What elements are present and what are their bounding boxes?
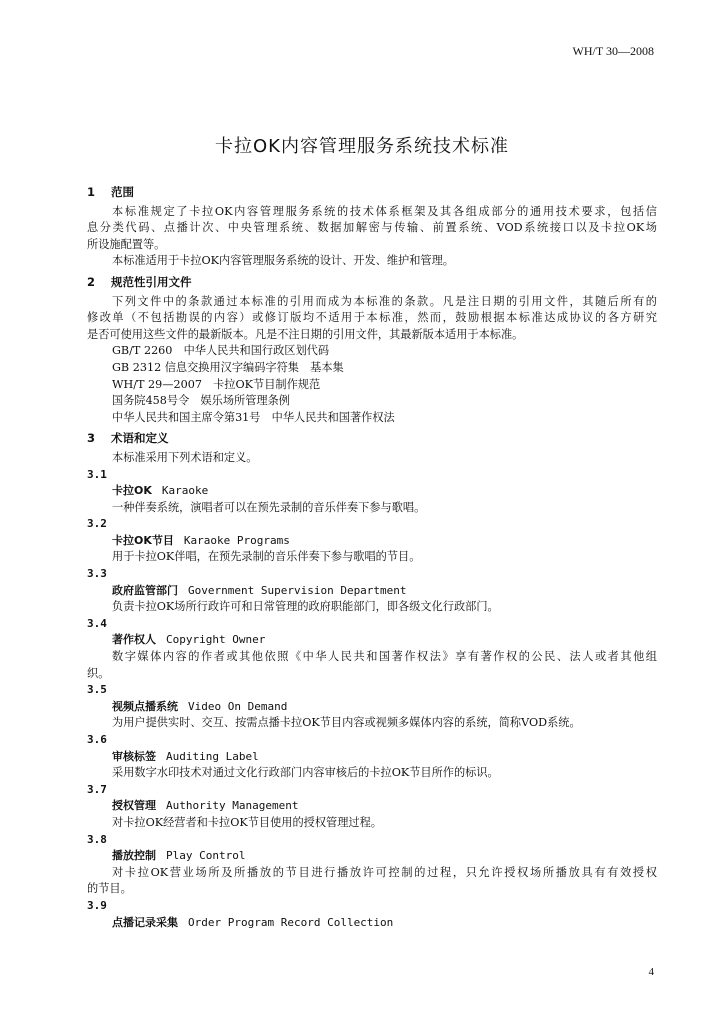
term-entry <box>87 915 657 932</box>
term-definition: 对卡拉OK经营者和卡拉OK节目使用的授权管理过程。 <box>112 815 382 829</box>
term-number: 3.5 <box>87 683 107 697</box>
section-3-intro: 本标准采用下列术语和定义。 <box>112 450 258 464</box>
term-en: Karaoke Programs <box>183 533 290 547</box>
term-definition: 负责卡拉OK场所行政许可和日常管理的政府职能部门，即各级文化行政部门。 <box>112 600 499 614</box>
term-zh: 授权管理 <box>112 799 156 813</box>
term-en: Karaoke <box>161 484 209 498</box>
section-2-p1-line-1: 下列文件中的条款通过本标准的引用而成为本标准的条款。凡是注日期的引用文件，其随后所有的 <box>112 294 657 308</box>
term-number: 3.1 <box>87 467 107 481</box>
term-entry <box>87 848 657 865</box>
section-2-heading <box>87 274 657 291</box>
term-zh: 卡拉OK节目 <box>112 533 174 547</box>
term-number: 3.2 <box>87 517 107 531</box>
term-definition: 数字媒体内容的作者或其他依照《中华人民共和国著作权法》享有著作权的公民、法人或者其他组 <box>112 650 657 664</box>
term-entry <box>87 483 657 500</box>
term-definition-cont: 织。 <box>87 666 110 680</box>
term-en: Copyright Owner <box>166 633 266 647</box>
section-1-heading <box>87 184 657 201</box>
section-number: 3 <box>87 431 96 446</box>
term-definition-cont: 的节目。 <box>87 882 132 896</box>
term-number: 3.4 <box>87 616 107 630</box>
term-number: 3.7 <box>87 782 107 796</box>
term-entry <box>87 798 657 815</box>
section-1-p1-line-1: 本标准规定了卡拉OK内容管理服务系统的技术体系框架及其各组成部分的通用技术要求，包括信 <box>112 204 657 218</box>
term-en: Order Program Record Collection <box>188 915 394 929</box>
term-en: Video On Demand <box>188 699 288 713</box>
header-doc-code: WH/T 30—2008 <box>572 44 654 58</box>
term-number: 3.8 <box>87 832 107 846</box>
section-title: 术语和定义 <box>111 431 169 446</box>
term-zh: 卡拉OK <box>112 484 152 498</box>
term-entry <box>87 699 657 716</box>
term-definition: 对卡拉OK营业场所及所播放的节目进行播放许可控制的过程，只允许授权场所播放具有有效授权 <box>112 865 657 879</box>
term-zh: 点播记录采集 <box>112 915 178 929</box>
section-3-heading <box>87 430 657 447</box>
section-2-p1-line-2: 修改单（不包括勘误的内容）或修订版均不适用于本标准，然而，鼓励根据本标准达成协议的各方研究 <box>87 311 657 325</box>
term-number: 3.3 <box>87 567 107 581</box>
term-entry <box>87 749 657 766</box>
term-number: 3.6 <box>87 733 107 746</box>
section-1-p1-line-3: 所设施配置等。 <box>87 237 166 251</box>
term-entry <box>87 583 657 600</box>
section-1-p2: 本标准适用于卡拉OK内容管理服务系统的设计、开发、维护和管理。 <box>112 254 454 268</box>
term-zh: 政府监管部门 <box>112 583 178 597</box>
term-zh: 审核标签 <box>112 749 156 763</box>
term-en: Play Control <box>166 849 246 863</box>
section-title: 规范性引用文件 <box>111 274 192 289</box>
term-en: Government Supervision Department <box>188 583 407 597</box>
term-definition: 一种伴奏系统，演唱者可以在预先录制的音乐伴奏下参与歌唱。 <box>112 500 426 514</box>
term-entry <box>87 533 657 550</box>
term-zh: 视频点播系统 <box>112 699 178 713</box>
term-zh: 播放控制 <box>112 849 156 863</box>
reference-item: GB/T 2260 中华人民共和国行政区划代码 <box>112 344 330 358</box>
reference-item: 中华人民共和国主席令第31号 中华人民共和国著作权法 <box>112 410 395 424</box>
reference-item: GB 2312 信息交换用汉字编码字符集 基本集 <box>112 360 344 374</box>
term-definition: 为用户提供实时、交互、按需点播卡拉OK节目内容或视频多媒体内容的系统，简称VOD系统。 <box>112 716 581 730</box>
document-title: 卡拉OK内容管理服务系统技术标准 <box>215 136 509 157</box>
term-entry <box>87 632 657 649</box>
section-title: 范围 <box>111 185 134 199</box>
term-definition: 采用数字水印技术对通过文化行政部门内容审核后的卡拉OK节目所作的标识。 <box>112 766 499 780</box>
section-number: 1 <box>87 185 96 199</box>
section-1-p1-line-2: 息分类代码、点播计次、中央管理系统、数据加解密与传输、前置系统、VOD系统接口以及卡拉OK场 <box>87 221 657 235</box>
page-number: 4 <box>648 966 654 978</box>
term-en: Auditing Label <box>166 749 259 763</box>
term-definition: 用于卡拉OK伴唱，在预先录制的音乐伴奏下参与歌唱的节目。 <box>112 550 421 564</box>
reference-item: WH/T 29—2007 卡拉OK节目制作规范 <box>112 377 321 391</box>
section-number: 2 <box>87 274 96 289</box>
reference-item: 国务院458号令 娱乐场所管理条例 <box>112 394 290 408</box>
term-zh: 著作权人 <box>112 633 156 647</box>
term-en: Authority Management <box>166 799 299 813</box>
document-body <box>87 180 657 931</box>
term-number: 3.9 <box>87 898 107 912</box>
section-2-p1-line-3: 是否可使用这些文件的最新版本。凡是不注日期的引用文件，其最新版本适用于本标准。 <box>87 327 524 341</box>
